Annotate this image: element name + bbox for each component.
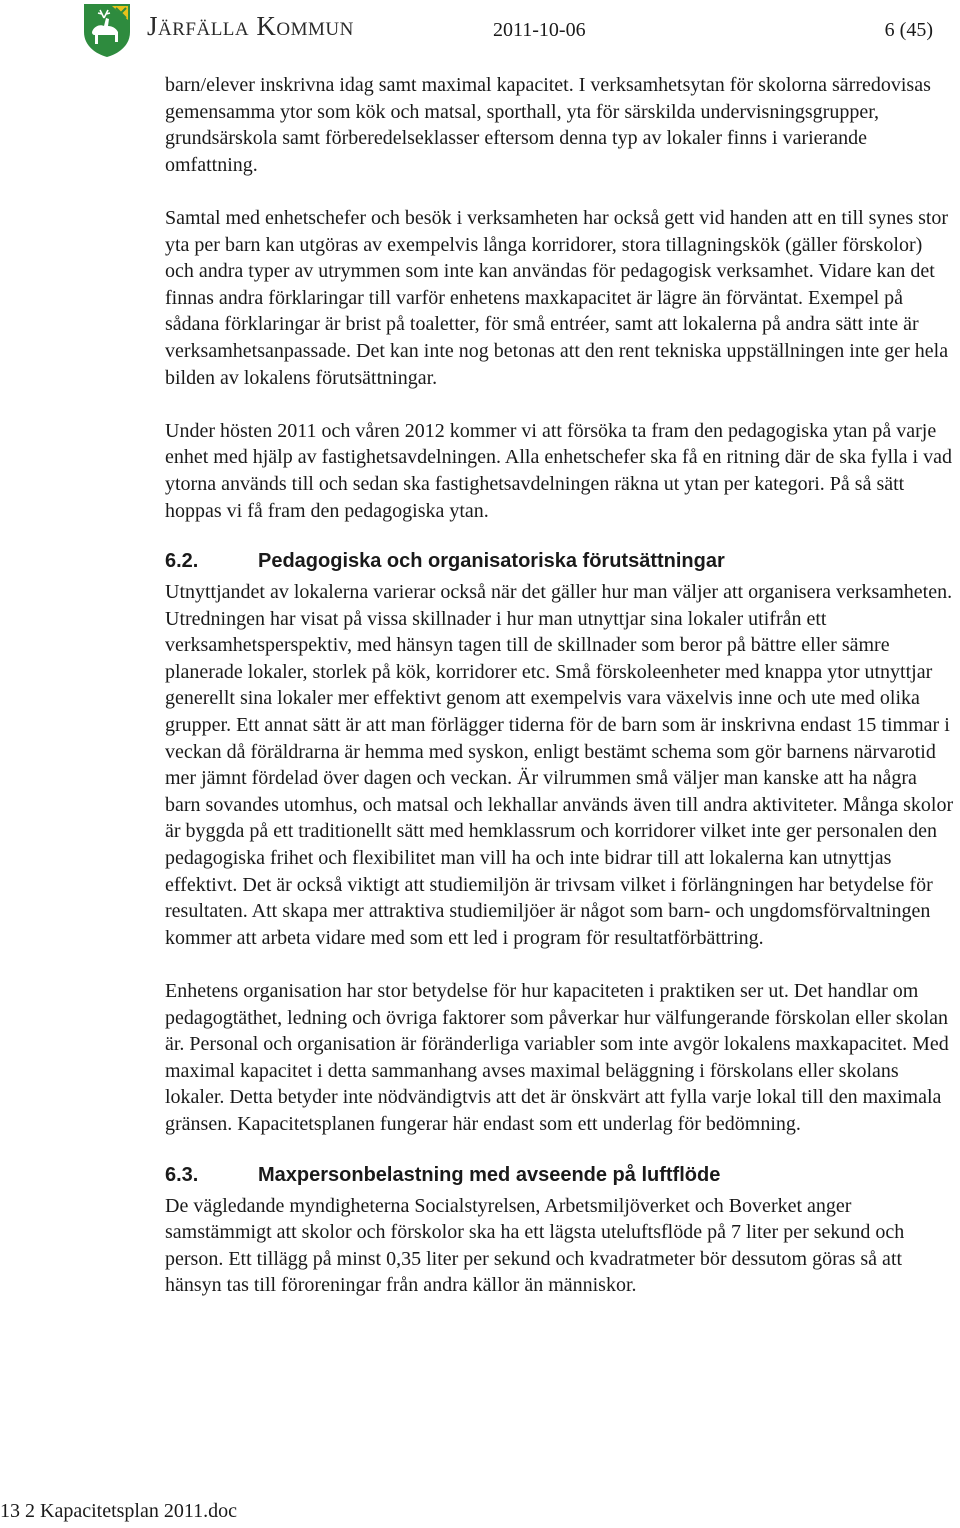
paragraph: Enhetens organisation har stor betydelse för hur kapaciteten i praktiken ser ut. Det handlar om pedagogtäthet, ledning och övriga faktorer som påverkar hur välfungerande förskolan eller skolan är. Personal och organisation är föränderliga variabler som inte avgör lokalens maxkapacitet. Med maximal kapacitet i detta sammanhang avses maximal beläggning i förskolans eller skolans lokaler. Detta betyder inte nödvändigtvis att det är önskvärt att fylla varje lokal till den maximala gränsen. Kapacitetsplanen fungerar här endast som ett underlag för bedömning.: [165, 980, 949, 1135]
section-heading-6-3: [165, 1162, 955, 1188]
section-number: 6.3.: [165, 1163, 199, 1186]
page-footer-filename: 13 2 Kapacitetsplan 2011.doc: [0, 1500, 237, 1522]
document-date: 2011-10-06: [493, 19, 586, 41]
paragraph: Samtal med enhetschefer och besök i verksamheten har också gett vid handen att en till synes stor yta per barn kan utgöras av exempelvis långa korridorer, stora tillagningskök (gäller förskolor) och andra typer av utrymmen som inte kan användas för pedagogisk verksamhet. Vidare kan det finnas andra förklaringar till varför enhetens maxkapacitet är lägre än förväntat. Exempel på sådana förklaringar är brist på toaletter, för små entréer, samt att lokalerna på andra sätt inte är verksamhetsanpassade. Det kan inte nog betonas att den rent tekniska uppställningen inte ger hela bilden av lokalens förutsättningar.: [165, 206, 949, 389]
paragraph: Utnyttjandet av lokalerna varierar också när det gäller hur man väljer att organisera verksamheten. Utredningen har visat på vissa skillnader i hur man utnyttjar sina lokaler utifrån ett verksamhetsperspektiv, med hänsyn tagen till de skillnader som beror på bättre eller sämre planerade lokaler, storlek på kök, korridorer etc. Små förskoleenheter med knappa ytor utnyttjar generellt sina lokaler mer effektivt genom att exempelvis vara växelvis inne och ute med olika grupper. Ett annat sätt är att man förlägger tiderna för de barn som är inskrivna endast 15 timmar i veckan då föräldrarna är hemma med syskon, enligt bestämt schema som gör barnens närvarotid mer jämnt fördelad över dagen och veckan. Är vilrummen små väljer man kanske att ha några barn sovandes utomhus, och matsal och lekhallar används även till andra aktiviteter. Många skolor är byggda på ett traditionellt sätt med hemklassrum och korridorer vilket inte ger personalen den pedagogiska frihet och flexibilitet man vill ha och inte bidrar till att lokalerna kan utnyttjas effektivt. Det är också viktigt att studiemiljön är trivsam vilket i förlängningen har betydelse för resultaten. Att skapa mer attraktiva studiemiljöer är något som barn- och ungdomsförvaltningen kommer att arbeta vidare med som ett led i program för resultatförbättring.: [165, 581, 954, 949]
organization-name: Järfälla Kommun: [147, 11, 354, 41]
paragraph: De vägledande myndigheterna Socialstyrelsen, Arbetsmiljöverket och Boverket anger samstämmigt att skolor och förskolor ska ha ett lägsta uteluftsflöde på 7 liter per sekund och person. Ett tillägg på minst 0,35 liter per sekund och kvadratmeter bör dessutom göras så att hänsyn tas till föroreningar från andra källor än människor.: [165, 1194, 905, 1297]
coat-of-arms-icon: [82, 2, 132, 58]
document-body: [165, 72, 955, 1299]
page-header: [0, 0, 960, 62]
page-number: 6 (45): [884, 19, 933, 41]
section-heading-6-2: [165, 548, 955, 574]
section-title: Pedagogiska och organisatoriska förutsättningar: [258, 550, 725, 573]
section-title: Maxpersonbelastning med avseende på luftflöde: [258, 1163, 721, 1186]
section-number: 6.2.: [165, 550, 199, 573]
paragraph: Under hösten 2011 och våren 2012 kommer vi att försöka ta fram den pedagogiska ytan på varje enhet med hjälp av fastighetsavdelningen. Alla enhetschefer ska få en ritning där de ska fylla i vad ytorna används till och sedan ska fastighetsavdelningen räkna ut ytan per kategori. På så sätt hoppas vi få fram den pedagogiska ytan.: [165, 419, 952, 522]
paragraph: barn/elever inskrivna idag samt maximal kapacitet. I verksamhetsytan för skolorna särredovisas gemensamma ytor som kök och matsal, sporthall, yta för särskilda undervisningsgrupper, grundsärskola samt förberedelseklasser eftersom denna typ av lokaler finns i varierande omfattning.: [165, 74, 931, 176]
